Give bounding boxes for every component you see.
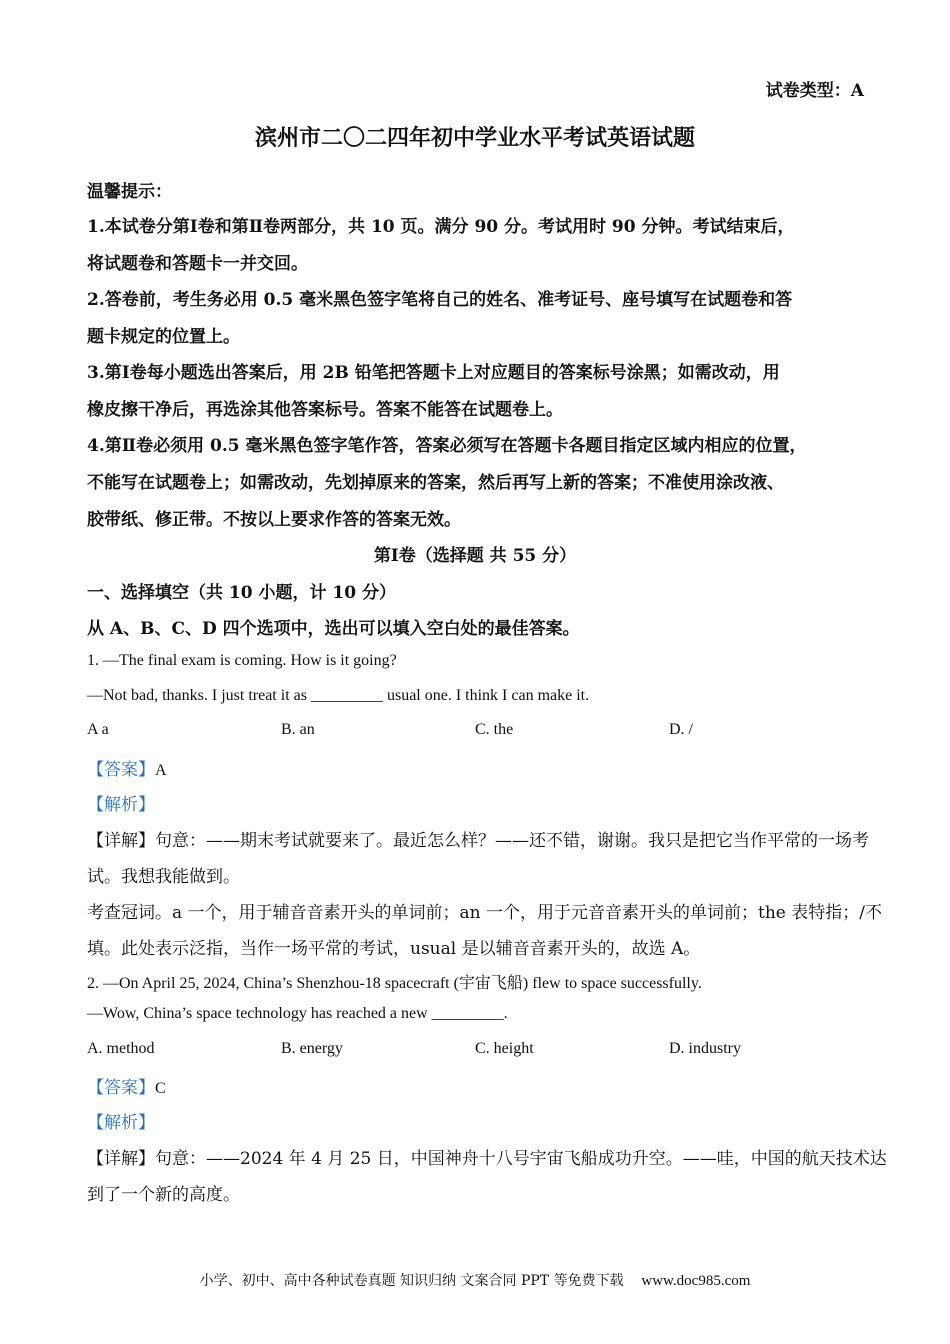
note-line: 不能写在试题卷上；如需改动，先划掉原来的答案，然后再写上新的答案；不准使用涂改液、 (87, 473, 784, 493)
answer-row (87, 1073, 166, 1098)
detail-text: 句意：——期末考试就要来了。最近怎么样？——还不错，谢谢。我只是把它当作平常的一场考 (155, 831, 869, 851)
option-b: B. an (281, 721, 315, 738)
page-title: 滨州市二〇二四年初中学业水平考试英语试题 (254, 125, 695, 151)
note-line: 将试题卷和答题卡一并交回。 (87, 254, 308, 274)
question-stem: 2. —On April 25, 2024, China’s Shenzhou-18 spacecraft (宇宙飞船) flew to space successfully. (87, 975, 702, 992)
question-stem: —Wow, China’s space technology has reached a new _________. (87, 1005, 508, 1022)
page-footer (0, 1270, 950, 1290)
question-stem: —Not bad, thanks. I just treat it as _________ usual one. I think I can make it. (87, 687, 590, 704)
answer-value: C (155, 1080, 166, 1097)
detail-text: 填。此处表示泛指，当作一场平常的考试，usual 是以辅音音素开头的，故选 A。 (87, 939, 701, 959)
detail-text: 试。我想我能做到。 (87, 867, 240, 887)
note-line: 2.答卷前，考生务必用 0.5 毫米黑色签字笔将自己的姓名、准考证号、座号填写在试题卷和答 (87, 290, 793, 310)
analysis-label: 【解析】 (87, 1113, 155, 1133)
option-d: D. industry (669, 1040, 741, 1057)
paper-type: 试卷类型：A (765, 81, 864, 101)
note-line: 4.第Ⅱ卷必须用 0.5 毫米黑色签字笔作答，答案必须写在答题卡各题目指定区域内相应的位置， (87, 436, 807, 456)
footer-text: 小学、初中、高中各种试卷真题 知识归纳 文案合同 PPT 等免费下载 (199, 1273, 624, 1289)
notes-heading: 温馨提示： (87, 182, 172, 202)
option-a: A. method (87, 1040, 155, 1057)
question-stem: 1. —The final exam is coming. How is it going? (87, 652, 397, 669)
footer-url[interactable]: www.doc985.com (641, 1273, 751, 1289)
answer-label: 【答案】 (87, 1078, 155, 1098)
answer-value: A (155, 762, 167, 779)
detail-text: 到了一个新的高度。 (87, 1185, 240, 1205)
detail-label: 【详解】 (87, 1149, 155, 1169)
note-line: 题卡规定的位置上。 (87, 327, 240, 347)
part-title: 一、选择填空（共 10 小题，计 10 分） (87, 583, 396, 603)
detail-label: 【详解】 (87, 831, 155, 851)
detail-row (87, 1144, 887, 1169)
option-b: B. energy (281, 1040, 343, 1057)
answer-row (87, 755, 167, 780)
section-title: 第Ⅰ卷（选择题 共 55 分） (373, 546, 577, 566)
answer-label: 【答案】 (87, 760, 155, 780)
analysis-label: 【解析】 (87, 795, 155, 815)
detail-row (87, 826, 869, 851)
option-d: D. / (669, 721, 693, 738)
note-line: 胶带纸、修正带。不按以上要求作答的答案无效。 (87, 510, 461, 530)
option-a: A a (87, 721, 109, 738)
detail-text: 句意：——2024 年 4 月 25 日，中国神舟十八号宇宙飞船成功升空。——哇，中国的航天技术达 (155, 1149, 887, 1169)
option-c: C. height (475, 1040, 534, 1057)
option-c: C. the (475, 721, 514, 738)
part-instruction: 从 A、B、C、D 四个选项中，选出可以填入空白处的最佳答案。 (87, 619, 580, 639)
note-line: 1.本试卷分第Ⅰ卷和第Ⅱ卷两部分，共 10 页。满分 90 分。考试用时 90 分钟。考试结束后， (87, 217, 795, 237)
note-line: 橡皮擦干净后，再选涂其他答案标号。答案不能答在试题卷上。 (87, 400, 563, 420)
note-line: 3.第Ⅰ卷每小题选出答案后，用 2B 铅笔把答题卡上对应题目的答案标号涂黑；如需改动，用 (87, 363, 780, 383)
detail-text: 考查冠词。a 一个，用于辅音音素开头的单词前；an 一个，用于元音音素开头的单词前；the 表特指；/不 (87, 903, 882, 923)
